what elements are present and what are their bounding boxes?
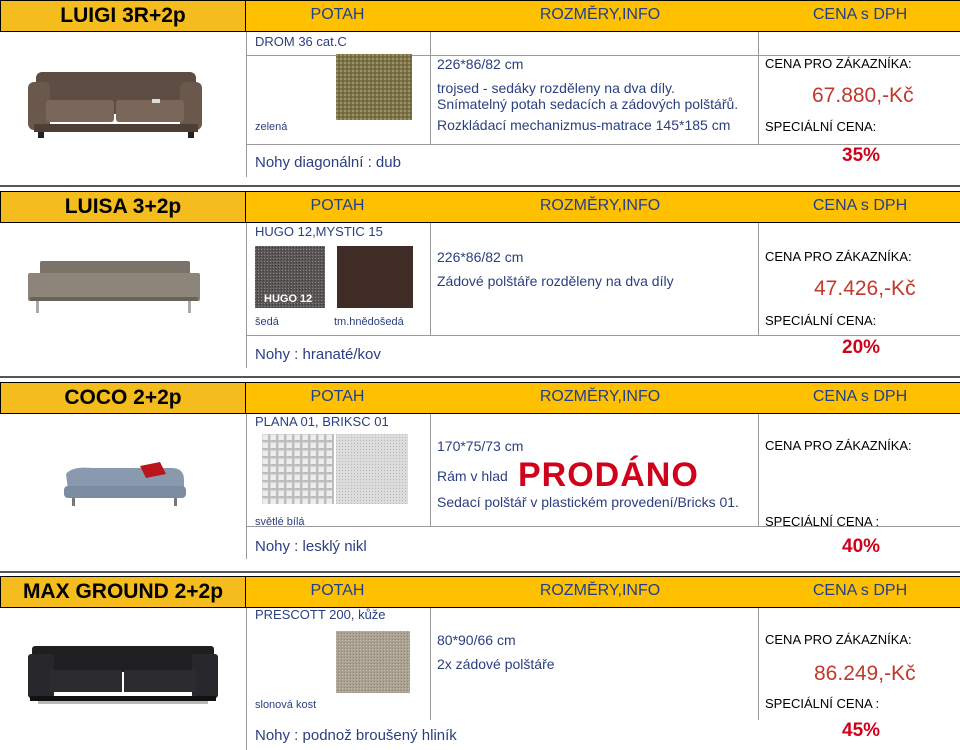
product-header xyxy=(0,191,960,223)
discount-value: 35% xyxy=(842,145,881,166)
swatch-label: HUGO 12 xyxy=(264,293,313,305)
product-header xyxy=(0,0,960,32)
product-name: LUISA 3+2p xyxy=(0,191,246,223)
product-block-luisa xyxy=(0,191,960,381)
price-label: CENA PRO ZÁKAZNÍKA: xyxy=(765,632,912,647)
product-header xyxy=(0,382,960,414)
header-cena: CENA s DPH xyxy=(812,582,908,599)
color-label: slonová kost xyxy=(255,699,317,711)
special-price-label: SPECIÁLNÍ CENA: xyxy=(765,313,877,328)
spec-line: Sedací polštář v plastickém provedení/Bricks 01. xyxy=(437,494,739,510)
header-cena: CENA s DPH xyxy=(812,197,908,214)
discount-value: 45% xyxy=(842,720,881,741)
fabric-swatch xyxy=(336,631,410,693)
spec-line: Zádové polštáře rozděleny na dva díly xyxy=(437,273,674,289)
fabric-name: HUGO 12,MYSTIC 15 xyxy=(255,224,383,239)
spec-line: 2x zádové polštáře xyxy=(437,656,555,672)
fabric-name: DROM 36 cat.C xyxy=(255,34,347,49)
header-rozmery: ROZMĚRY,INFO xyxy=(539,6,661,23)
price-label: CENA PRO ZÁKAZNÍKA: xyxy=(765,438,912,453)
spec-line: Snímatelný potah sedacích a zádových polštářů. xyxy=(437,96,739,112)
sofa-image xyxy=(28,50,208,140)
spec-line: 80*90/66 cm xyxy=(437,632,516,648)
color-label: světlé bílá xyxy=(255,516,305,528)
price-value: 67.880,-Kč xyxy=(812,84,914,107)
header-potah: POTAH xyxy=(310,388,365,405)
fabric-name: PLANA 01, BRIKSC 01 xyxy=(255,414,389,429)
fabric-swatch-brown xyxy=(337,246,413,308)
product-block-max-ground xyxy=(0,576,960,750)
sofa-image xyxy=(28,644,218,708)
header-potah: POTAH xyxy=(310,582,365,599)
fabric-swatch-bricks xyxy=(336,434,408,504)
header-rozmery: ROZMĚRY,INFO xyxy=(539,197,661,214)
legs-info: Nohy : lesklý nikl xyxy=(255,538,367,555)
fabric-swatch xyxy=(336,54,412,120)
spec-line: trojsed - sedáky rozděleny na dva díly. xyxy=(437,80,675,96)
spec-line: 226*86/82 cm xyxy=(437,56,524,72)
fabric-swatch-quilted xyxy=(262,434,334,504)
product-header xyxy=(0,576,960,608)
sofa-image xyxy=(28,259,200,315)
legs-info: Nohy : podnož broušený hliník xyxy=(255,727,457,744)
header-potah: POTAH xyxy=(310,6,365,23)
color-label: tm.hnědošedá xyxy=(334,316,404,328)
price-label: CENA PRO ZÁKAZNÍKA: xyxy=(765,249,912,264)
legs-info: Nohy : hranaté/kov xyxy=(255,346,381,363)
price-value: 86.249,-Kč xyxy=(814,662,916,685)
fabric-name: PRESCOTT 200, kůže xyxy=(255,607,386,622)
price-label: CENA PRO ZÁKAZNÍKA: xyxy=(765,56,912,71)
header-potah: POTAH xyxy=(310,197,365,214)
spec-line: Rám v hlad xyxy=(437,468,508,484)
header-rozmery: ROZMĚRY,INFO xyxy=(539,582,661,599)
product-name: LUIGI 3R+2p xyxy=(0,0,246,32)
color-label: šedá xyxy=(255,316,279,328)
header-cena: CENA s DPH xyxy=(812,388,908,405)
product-name: MAX GROUND 2+2p xyxy=(0,576,246,608)
spec-line: Rozkládací mechanizmus-matrace 145*185 cm xyxy=(437,117,731,133)
spec-line: 226*86/82 cm xyxy=(437,249,524,265)
price-value: 47.426,-Kč xyxy=(814,277,916,300)
color-label: zelená xyxy=(255,121,288,133)
product-name: COCO 2+2p xyxy=(0,382,246,414)
product-block-coco xyxy=(0,382,960,572)
product-block-luigi xyxy=(0,0,960,190)
spec-line: 170*75/73 cm xyxy=(437,438,524,454)
special-price-label: SPECIÁLNÍ CENA : xyxy=(765,696,880,711)
discount-value: 40% xyxy=(842,536,881,557)
fabric-swatch-grey xyxy=(255,246,325,308)
header-cena: CENA s DPH xyxy=(812,6,908,23)
header-rozmery: ROZMĚRY,INFO xyxy=(539,388,661,405)
special-price-label: SPECIÁLNÍ CENA: xyxy=(765,119,877,134)
discount-value: 20% xyxy=(842,337,881,358)
sofa-image xyxy=(62,460,188,508)
sold-stamp: PRODÁNO xyxy=(518,456,699,494)
special-price-label: SPECIÁLNÍ CENA : xyxy=(765,514,880,529)
legs-info: Nohy diagonální : dub xyxy=(255,154,401,171)
